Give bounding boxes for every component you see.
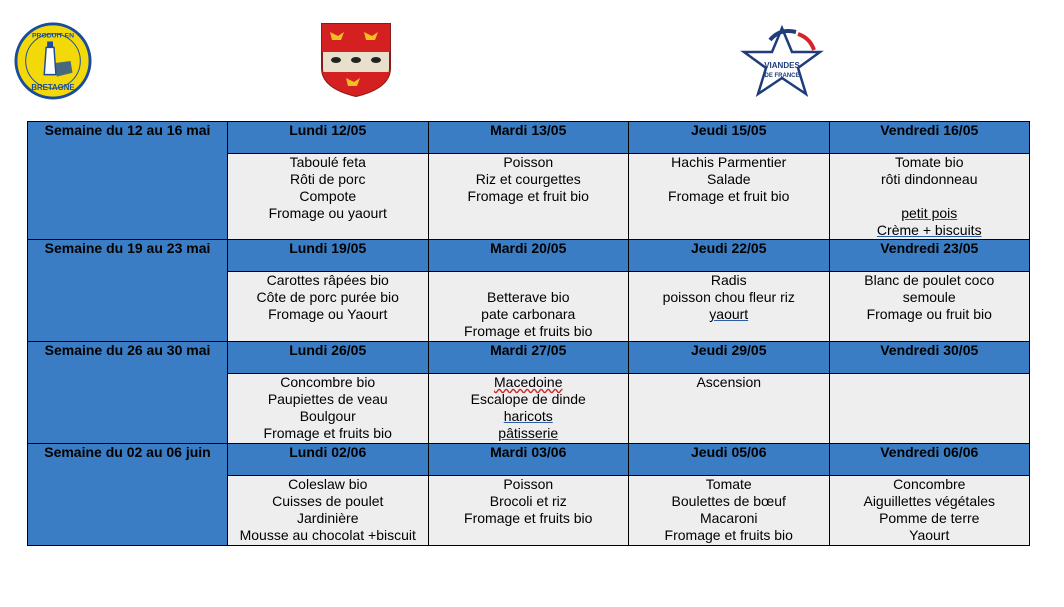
menu-item: Macaroni [699,510,758,526]
menu-item: Jardinière [297,510,359,526]
menu-item: Brocoli et riz [489,493,567,509]
menu-item: Fromage et fruits bio [263,425,392,441]
menu-item: Fromage et fruits bio [664,527,793,543]
day-menu [228,272,429,342]
day-header: Mardi 03/06 [428,444,629,476]
menu-item: Tomate bio [895,154,964,170]
svg-text:PRODUIT EN: PRODUIT EN [31,32,75,40]
menu-item: haricots [503,408,553,424]
day-header: Jeudi 15/05 [629,122,830,154]
menu-item: Tomate [705,476,752,492]
menu-item: yaourt [709,306,749,322]
menu-item: Poisson [503,154,554,170]
day-header: Mardi 27/05 [428,342,629,374]
day-header: Lundi 12/05 [228,122,429,154]
produit-en-bretagne-logo [14,22,92,100]
day-header: Vendredi 23/05 [829,240,1030,272]
menu-item: Macedoine [494,374,563,390]
menu-item: Hachis Parmentier [671,154,787,170]
menu-item: rôti dindonneau [880,171,978,187]
day-header: Jeudi 29/05 [629,342,830,374]
svg-text:VIANDES: VIANDES [764,61,800,70]
day-menu [428,154,629,240]
day-menu [228,476,429,546]
day-menu [629,272,830,342]
menu-item-empty [830,188,1030,205]
day-menu [428,272,629,342]
menu-item: Carottes râpées bio [266,272,389,288]
day-header: Lundi 02/06 [228,444,429,476]
menu-item: Cuisses de poulet [272,493,384,509]
menu-item: Riz et courgettes [475,171,581,187]
week-label: Semaine du 26 au 30 mai [28,342,228,444]
week-label: Semaine du 02 au 06 juin [28,444,228,546]
menu-item: poisson chou fleur riz [662,289,795,305]
menu-item: Fromage et fruit bio [668,188,790,204]
menu-item-empty [429,272,629,289]
menu-item: Fromage ou fruit bio [866,306,992,322]
svg-text:BRETAGNE: BRETAGNE [31,83,75,93]
day-header: Jeudi 05/06 [629,444,830,476]
menu-item: Concombre [893,476,966,492]
week-label: Semaine du 19 au 23 mai [28,240,228,342]
menu-item: Escalope de dinde [470,391,586,407]
coat-of-arms-icon [320,22,392,98]
day-menu [829,272,1030,342]
week-header-row [28,122,1030,154]
menu-table [27,121,1030,546]
day-menu [829,476,1030,546]
menu-item: Boulgour [299,408,356,424]
menu-item: Concombre bio [280,374,376,390]
day-menu [428,476,629,546]
day-header: Vendredi 30/05 [829,342,1030,374]
menu-item: pâtisserie [498,425,559,441]
week-header-row [28,444,1030,476]
day-menu [629,154,830,240]
day-menu [228,374,429,444]
day-menu-empty [829,374,1030,444]
menu-item: Poisson [503,476,554,492]
menu-item: Crème + biscuits [876,222,982,238]
menu-item: Ascension [696,374,762,390]
svg-text:DE FRANCE: DE FRANCE [764,73,800,79]
menu-item: Yaourt [909,527,950,543]
week-label: Semaine du 12 au 16 mai [28,122,228,240]
menu-item: Fromage ou yaourt [268,205,387,221]
menu-item: Fromage et fruit bio [467,188,589,204]
menu-item: Compote [299,188,357,204]
menu-item: Fromage ou Yaourt [268,306,388,322]
menu-item: Aiguillettes végétales [863,493,996,509]
menu-item: Fromage et fruits bio [464,510,593,526]
menu-item: Blanc de poulet coco [864,272,995,288]
week-header-row [28,240,1030,272]
menu-item: pate carbonara [481,306,576,322]
menu-item: Paupiettes de veau [267,391,388,407]
menu-item: Salade [706,171,751,187]
menu-item: semoule [902,289,956,305]
day-header: Vendredi 06/06 [829,444,1030,476]
menu-item: Coleslaw bio [288,476,368,492]
menu-item: Taboulé feta [289,154,366,170]
week-header-row [28,342,1030,374]
day-menu [629,476,830,546]
menu-item: Betterave bio [487,289,570,305]
day-header: Jeudi 22/05 [629,240,830,272]
menu-item: Boulettes de bœuf [671,493,786,509]
day-header: Lundi 26/05 [228,342,429,374]
menu-item: Fromage et fruits bio [464,323,593,339]
menu-item: Côte de porc purée bio [256,289,399,305]
menu-item: Radis [710,272,747,288]
menu-item: Pomme de terre [879,510,980,526]
day-header: Lundi 19/05 [228,240,429,272]
day-header: Mardi 20/05 [428,240,629,272]
menu-item: Rôti de porc [290,171,366,187]
menu-item: Mousse au chocolat +biscuit [239,527,416,543]
day-menu [228,154,429,240]
day-menu [629,374,830,444]
day-menu [829,154,1030,240]
day-header: Mardi 13/05 [428,122,629,154]
day-menu [428,374,629,444]
day-header: Vendredi 16/05 [829,122,1030,154]
menu-item: petit pois [901,205,958,221]
viandes-de-france-logo [740,22,824,98]
